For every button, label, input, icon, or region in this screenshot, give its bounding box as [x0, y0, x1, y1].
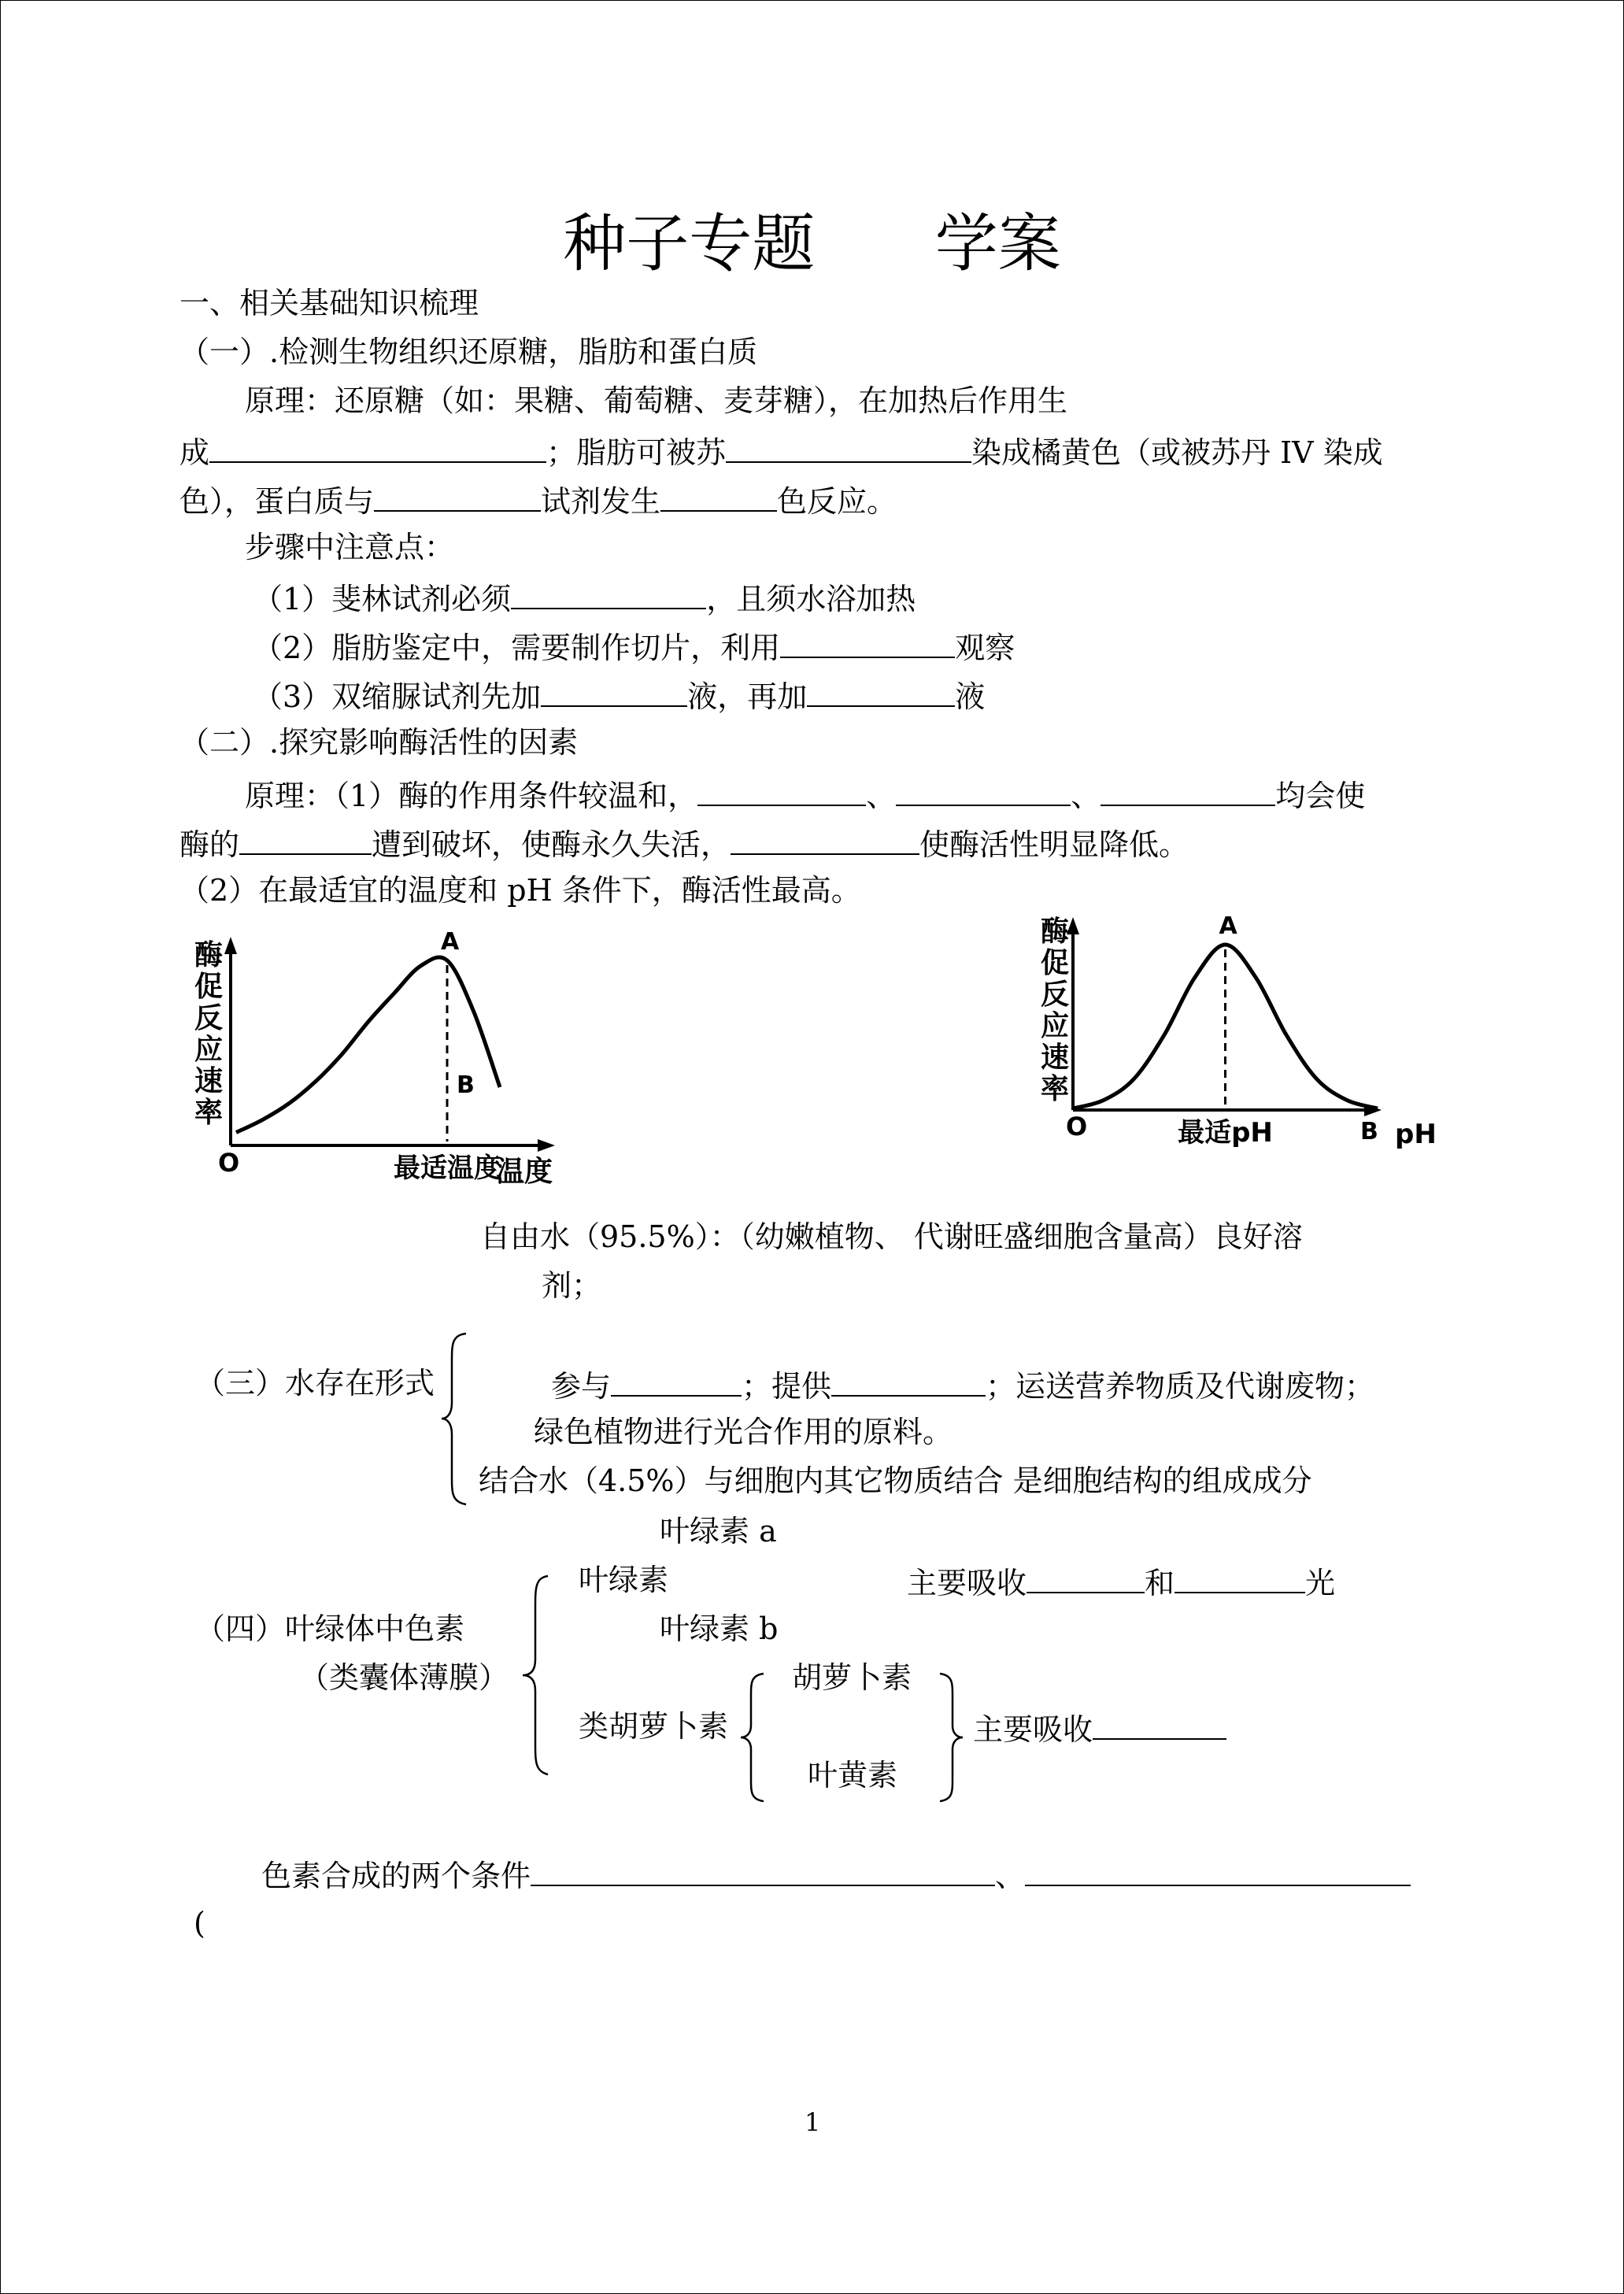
blank-light-2[interactable] — [1175, 1565, 1305, 1593]
y-label-char: 应 — [194, 1034, 224, 1066]
y-label-char: 酶 — [194, 939, 224, 971]
text: ，且须水浴加热 — [706, 582, 916, 616]
origin-label: O — [1066, 1112, 1088, 1141]
y-label-char: 反 — [1040, 979, 1070, 1011]
part2-line3: （2）在最适宜的温度和 pH 条件下，酶活性最高。 — [179, 873, 861, 908]
text: 色），蛋白质与 — [179, 484, 375, 519]
blank-condition-1[interactable] — [531, 1858, 995, 1886]
y-label-char: 应 — [1040, 1010, 1070, 1042]
y-label-char: 促 — [194, 971, 224, 1003]
blank-structure[interactable] — [239, 827, 372, 855]
chlorophyll-b: 叶绿素 b — [660, 1611, 779, 1646]
text: 观察 — [955, 631, 1015, 665]
page-title: 种子专题 学案 — [563, 207, 1061, 280]
step-1 — [253, 581, 916, 614]
xanthophyll: 叶黄素 — [808, 1758, 898, 1793]
carotenoid-absorb — [973, 1711, 1226, 1745]
text: 、 — [1071, 779, 1101, 813]
y-label-char: 率 — [194, 1097, 224, 1129]
free-water: 自由水（95.5%）：（幼嫩植物、 代谢旺盛细胞含量高）良好溶 — [480, 1219, 1303, 1254]
text: 试剂发生 — [541, 484, 661, 519]
open-paren: ( — [194, 1906, 205, 1941]
text: 参与 — [551, 1369, 612, 1404]
x-axis-arrow — [538, 1139, 555, 1152]
blank-low-temp[interactable] — [731, 827, 919, 855]
brace-path — [523, 1576, 548, 1774]
text: 、 — [866, 779, 897, 813]
blank-biuret-a[interactable] — [541, 679, 687, 707]
blank-condition-2[interactable] — [1025, 1858, 1411, 1886]
page-number: 1 — [805, 2107, 821, 2137]
thylakoid-membrane: （类囊体薄膜） — [299, 1660, 509, 1695]
x-tick-label: 最适温度 — [394, 1153, 501, 1184]
pigment-brace — [520, 1573, 551, 1778]
text: ；运送营养物质及代谢废物； — [986, 1369, 1375, 1404]
carotenoids: 类胡萝卜素 — [579, 1709, 729, 1744]
point-b-label: B — [457, 1071, 475, 1099]
text: 色素合成的两个条件 — [261, 1859, 531, 1893]
ph-chart — [1031, 905, 1441, 1173]
section-heading: 一、相关基础知识梳理 — [179, 286, 479, 320]
x-tick-label: 最适pH — [1178, 1117, 1273, 1149]
part2-line1 — [245, 778, 1365, 811]
steps-heading: 步骤中注意点： — [245, 530, 455, 564]
text: 光 — [1305, 1566, 1336, 1600]
blank-microscope[interactable] — [780, 630, 955, 658]
text: （1）斐林试剂必须 — [253, 582, 512, 616]
text: 、 — [995, 1859, 1026, 1893]
y-label-char: 反 — [194, 1002, 224, 1034]
text: 使酶活性明显降低。 — [919, 827, 1189, 862]
text: （2）脂肪鉴定中，需要制作切片，利用 — [253, 631, 781, 665]
text: 染成橘黄色（或被苏丹 IV 染成 — [971, 435, 1383, 470]
brace-path — [940, 1674, 963, 1801]
step-3 — [253, 679, 985, 712]
blank-biuret-b[interactable] — [807, 679, 955, 707]
temperature-chart — [189, 921, 583, 1204]
part1-heading: （一）.检测生物组织还原糖，脂肪和蛋白质 — [179, 335, 758, 369]
free-water-roles — [551, 1368, 1375, 1404]
water-brace — [439, 1330, 471, 1508]
text: 液 — [955, 679, 986, 714]
synthesis-conditions — [261, 1858, 1411, 1891]
y-label-char: 率 — [1040, 1073, 1070, 1105]
blank-factor-1[interactable] — [697, 778, 866, 806]
chlorophyll-absorb — [907, 1565, 1335, 1598]
text: 成 — [179, 435, 210, 470]
blank-reducing-sugar-color[interactable] — [209, 435, 546, 463]
chlorophyll-a: 叶绿素 a — [660, 1514, 777, 1548]
bound-water: 结合水（4.5%）与细胞内其它物质结合 是细胞结构的组成成分 — [479, 1463, 1312, 1498]
text: 主要吸收 — [907, 1566, 1027, 1600]
y-axis-label — [194, 939, 223, 1129]
x-axis-label: 温度 — [496, 1156, 553, 1188]
text: 酶的 — [179, 827, 240, 862]
part1-line2 — [179, 435, 1383, 468]
carotenoid-right-brace — [937, 1671, 965, 1804]
blank-factor-3[interactable] — [1101, 778, 1275, 806]
carotenoid-left-brace — [738, 1671, 767, 1804]
brace-path — [741, 1674, 764, 1801]
part1-principle: 原理：还原糖（如：果糖、葡萄糖、麦芽糖），在加热后作用生 — [245, 383, 1068, 418]
part3-heading: （三）水存在形式 — [195, 1366, 435, 1400]
brace-path — [442, 1334, 466, 1504]
text: 均会使 — [1275, 779, 1366, 813]
blank-carotenoid-light[interactable] — [1093, 1711, 1226, 1740]
text: 主要吸收 — [973, 1712, 1093, 1747]
chlorophyll: 叶绿素 — [579, 1563, 669, 1597]
y-label-char: 酶 — [1040, 916, 1070, 948]
y-label-char: 速 — [194, 1065, 224, 1097]
point-a-label: A — [441, 928, 460, 956]
part4-heading: （四）叶绿体中色素 — [195, 1611, 465, 1646]
blank-participate[interactable] — [611, 1368, 742, 1397]
blank-factor-2[interactable] — [896, 778, 1071, 806]
origin-label: O — [218, 1148, 240, 1178]
free-water-cont: 剂； — [542, 1268, 602, 1303]
text: 液，再加 — [687, 679, 808, 714]
x-axis-label: pH — [1395, 1119, 1437, 1150]
y-axis-arrow — [224, 937, 237, 954]
y-label-char: 速 — [1040, 1042, 1070, 1074]
free-water-role2: 绿色植物进行光合作用的原料。 — [534, 1415, 953, 1449]
text: （3）双缩脲试剂先加 — [253, 679, 542, 714]
y-label-char: 促 — [1040, 947, 1070, 979]
point-a-label: A — [1219, 912, 1237, 940]
step-2 — [253, 630, 1015, 663]
text: ；提供 — [742, 1369, 832, 1404]
blank-light-1[interactable] — [1027, 1565, 1145, 1593]
blank-sudan-dye[interactable] — [726, 435, 971, 463]
text: 原理：（1）酶的作用条件较温和， — [245, 779, 698, 813]
blank-fehling[interactable] — [511, 581, 706, 609]
part1-line3 — [179, 483, 897, 519]
blank-protein-reagent[interactable] — [374, 483, 541, 512]
text: 遭到破坏，使酶永久失活， — [372, 827, 731, 862]
text: 和 — [1145, 1566, 1175, 1600]
text: ；脂肪可被苏 — [546, 435, 727, 470]
blank-provide[interactable] — [831, 1368, 986, 1397]
point-b-label: B — [1360, 1118, 1378, 1145]
part2-heading: （二）.探究影响酶活性的因素 — [179, 725, 579, 760]
text: 色反应。 — [777, 484, 897, 519]
carotene: 胡萝卜素 — [792, 1660, 912, 1695]
part2-line2 — [179, 827, 1189, 860]
y-axis-label — [1041, 916, 1069, 1105]
rate-curve — [236, 957, 500, 1133]
blank-protein-color[interactable] — [660, 483, 777, 512]
